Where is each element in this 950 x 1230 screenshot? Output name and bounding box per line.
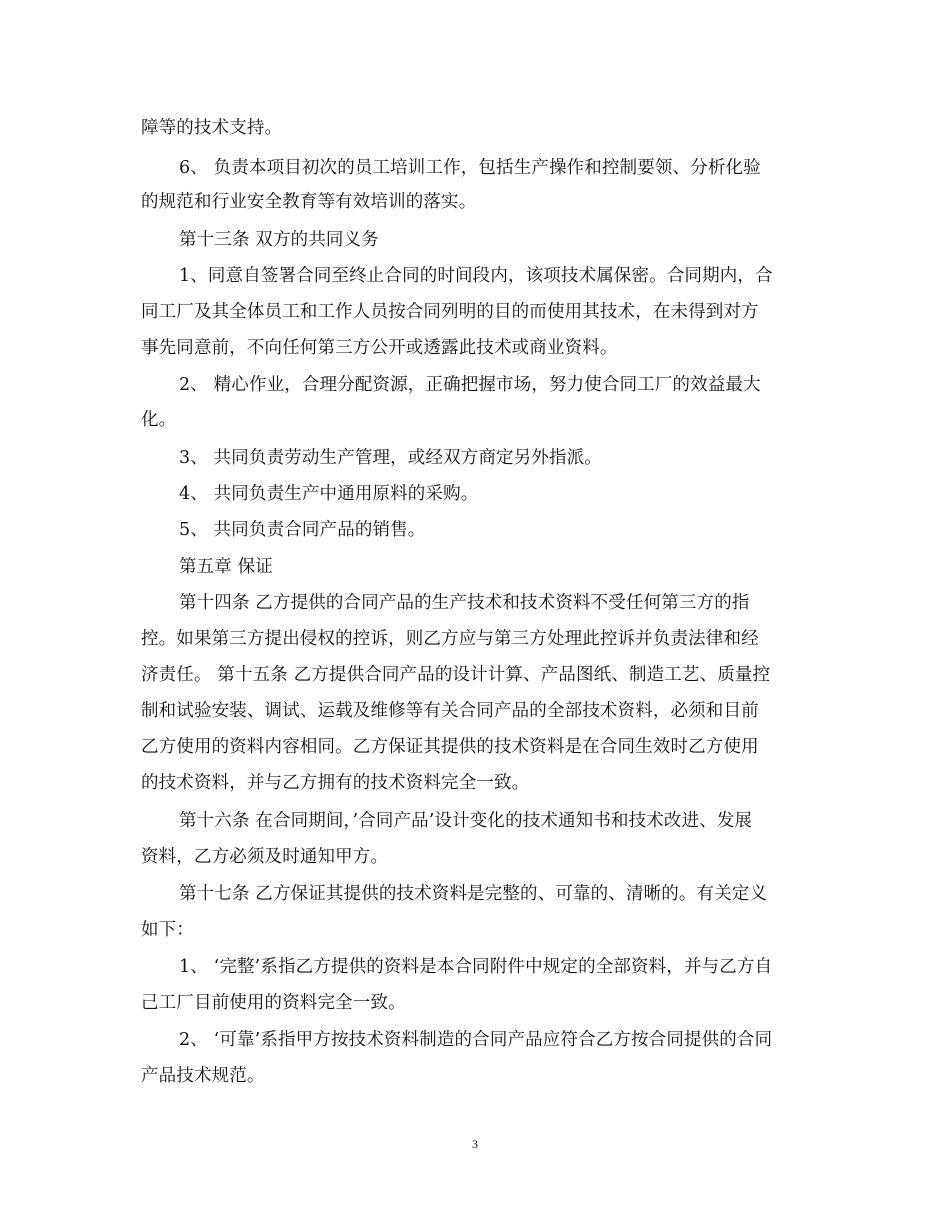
text-line: 5、 共同负责合同产品的销售。	[179, 520, 426, 540]
text-line: 产品技术规范。	[141, 1066, 265, 1086]
text-line: 乙方使用的资料内容相同。乙方保证其提供的技术资料是在合同生效时乙方使用	[141, 737, 759, 757]
text-line: 资料，乙方必须及时通知甲方。	[141, 847, 389, 867]
section-heading: 第十三条 双方的共同义务	[179, 230, 379, 250]
text-line: 的规范和行业安全教育等有效培训的落实。	[141, 192, 477, 212]
text-line: 4、 共同负责生产中通用原料的采购。	[179, 484, 479, 504]
text-line: 第十四条 乙方提供的合同产品的生产技术和技术资料不受任何第三方的指	[179, 593, 750, 613]
chapter-heading: 第五章 保证	[179, 557, 273, 577]
text-line: 1、 ‘完整’系指乙方提供的资料是本合同附件中规定的全部资料，并与乙方自	[179, 957, 773, 977]
text-line: 化。	[141, 410, 177, 430]
text-line: 事先同意前，不向任何第三方公开或透露此技术或商业资料。	[141, 338, 618, 358]
text-line: 己工厂目前使用的资料完全一致。	[141, 993, 406, 1013]
page-number: 3	[472, 1137, 478, 1151]
text-line: 1、同意自签署合同至终止合同的时间段内，该项技术属保密。合同期内，合	[179, 266, 773, 286]
text-line: 3、 共同负责劳动生产管理，或经双方商定另外指派。	[179, 448, 602, 468]
text-line: 障等的技术支持。	[141, 118, 283, 138]
text-line: 2、 ‘可靠’系指甲方按技术资料制造的合同产品应符合乙方按合同提供的合同	[179, 1030, 773, 1050]
text-line: 6、 负责本项目初次的员工培训工作，包括生产操作和控制要领、分析化验	[179, 158, 761, 178]
text-line: 同工厂及其全体员工和工作人员按合同列明的目的而使用其技术，在未得到对方	[141, 302, 759, 322]
text-line: 制和试验安装、调试、运载及维修等有关合同产品的全部技术资料，必须和目前	[141, 701, 759, 721]
text-line: 的技术资料，并与乙方拥有的技术资料完全一致。	[141, 773, 530, 793]
text-line: 控。如果第三方提出侵权的控诉，则乙方应与第三方处理此控诉并负责法律和经	[141, 629, 759, 649]
text-line: 如下：	[141, 920, 194, 940]
text-line: 第十七条 乙方保证其提供的技术资料是完整的、可靠的、清晰的。有关定义	[179, 884, 768, 904]
text-line: 济责任。 第十五条 乙方提供合同产品的设计计算、产品图纸、制造工艺、质量控	[141, 665, 771, 685]
text-line: 2、 精心作业，合理分配资源，正确把握市场，努力使合同工厂的效益最大	[179, 375, 761, 395]
text-line: 第十六条 在合同期间，’合同产品’设计变化的技术通知书和技术改进、发展	[179, 811, 753, 831]
